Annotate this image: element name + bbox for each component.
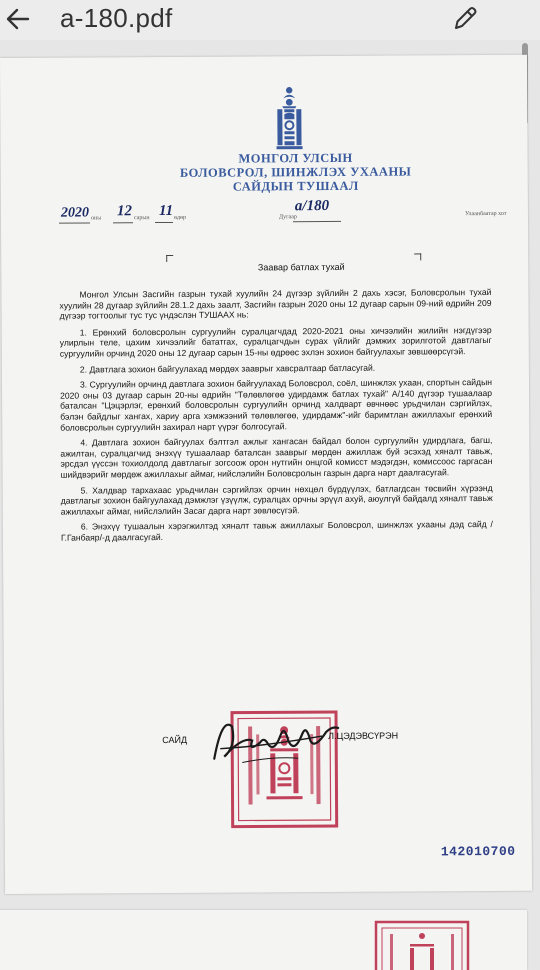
state-emblem-icon (272, 86, 306, 150)
serial-number: 142010700 (440, 843, 516, 860)
file-name: a-180.pdf (60, 3, 173, 33)
date-underline (59, 222, 90, 223)
date-month-label: сарын (133, 215, 150, 222)
pdf-page-2 (0, 910, 527, 970)
minister-signature (202, 706, 342, 777)
pdf-page (0, 55, 532, 894)
order-item: 5. Халдвар тархахаас урьдчилан сэргийлэх орчин нөхцөл бүрдүүлэх, батлагдсан төсвийн хүрээнд давтлагыг зохион байгуулахад дэмжлэг үзүүлж, суралцах орчны эрүүл ахуй, аюулгүй байдалд хяналт тавьж ажиллахыг аймаг, нийслэлийн Засаг дарга нарт зөвлөсүгэй. (60, 482, 493, 517)
order-item: 2. Давтлага зохион байгуулахад мөрдөх зааврыг хавсралтаар батласугай. (79, 362, 376, 375)
minister-label: САЙД (162, 734, 188, 746)
order-item: 6. Энэхүү тушаалын хэрэгжилтэд хяналт тавьж ажиллахыг Боловсрол, шинжлэх ухааны дэд сайд /Г.Ганбаяр/-д даалгасугай. (60, 519, 493, 543)
date-month: 12 (116, 203, 132, 220)
document-title: Заавар батлах тухай (257, 261, 345, 273)
letterhead-line-2: БОЛОВСРОЛ, ШИНЖЛЭХ УХААНЫ (179, 164, 412, 180)
letterhead-line-1: МОНГОЛ УЛСЫН (238, 150, 353, 166)
order-number: а/180 (294, 197, 330, 215)
official-seal-stamp (372, 916, 472, 970)
date-underline (113, 222, 133, 223)
date-year-label: оны (90, 215, 102, 222)
signer-name: Л.ЦЭДЭВСҮРЭН (328, 730, 399, 742)
date-day-label: өдөр (173, 214, 187, 221)
order-item: 3. Сургуулийн орчинд давтлага зохион байгуулахад Боловсрол, соёл, шинжлэх ухаан, спортын сайдын 2020 оны 03 дугаар сарын 20-ны өдрийн "Төлөвлөгөө удирдамж батлах тухай" А/140 дүгээр тушаалаар баталсан "Цэцэрлэг, ерөнхий боловсролын сургуулийн орчинд халдварт өвчнөөс урьдчилан сэргийлэх, бэлэн байдлыг хангах, хариу арга хэмжээний төлөвлөгөө, удирдамж"-ийг баримтлан ажиллахыг ерөнхий боловсролын сургуулийн захирал нарт үүрэг болгосугай. (60, 377, 493, 433)
document-body (59, 287, 493, 548)
date-underline (293, 221, 341, 222)
date-day: 11 (158, 202, 174, 220)
date-underline (155, 222, 173, 223)
place-label: Улаанбаатар хот (464, 210, 507, 218)
title-bracket (166, 255, 173, 262)
pencil-icon[interactable] (449, 2, 481, 34)
order-item: 1. Ерөнхий боловсролын сургуулийн суралцагчдад 2020-2021 оны хичээлийн жилийн нэгдүгээр улирлын теле, цахим хичээлийг бататгах, суралцагчдын сурах үйлийг дэмжих зорилготой давтлагыг сургуулийн орчинд 2020 оны 12 дугаар сарын 15-ны өдрөөс эхлэн зохион байгуулахыг зөвшөөрсүгэй. (59, 324, 492, 359)
order-item: 4. Давтлага зохион байгуулах бэлтгэл ажлыг хангасан байдал болон сургуулийн удирдлага, багш, ажилтан, суралцагчид энэхүү тушаалаар баталсан зааврыг мөрдөн ажиллаж буй эсэхэд хяналт тавьж, эрсдэл үүссэн тохиолдолд давтлагыг зогсоож орон нутгийн онцгой комисст мэдэгдэн, комиссоос гаргасан шийдвэрийг мөрдөж ажиллахыг аймаг, нийслэлийн Боловсролын газрын дарга нарт даалгасугай. (60, 435, 493, 480)
viewer-toolbar (0, 0, 540, 40)
letterhead-line-3: САЙДЫН ТУШААЛ (232, 178, 359, 194)
intro-paragraph: Монгол Улсын Засгийн газрын тухай хуулийн 24 дүгээр зүйлийн 2 дахь хэсэг, Боловсролын тухай хуулийн 28 дугаар зүйлийн 28.1.2 дахь заалт, Засгийн газрын 2020 оны 12 дугаар сарын 09-ний өдрийн 209 дүгээр тогтоолыг тус тус үндэслэн ТУШААХ нь: (59, 287, 492, 321)
date-year: 2020 (60, 205, 89, 221)
order-number-label: Дугаар (278, 214, 297, 221)
title-bracket (414, 253, 421, 260)
arrow-left-icon[interactable] (2, 4, 36, 34)
